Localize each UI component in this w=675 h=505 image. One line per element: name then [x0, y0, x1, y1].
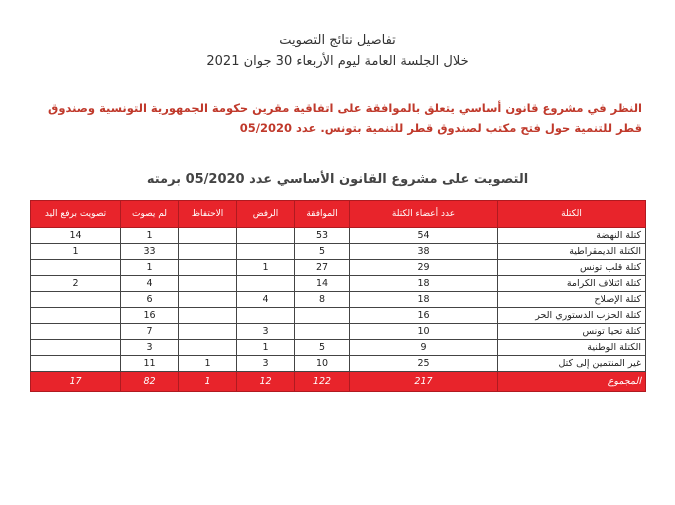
- abstain-cell: [179, 292, 237, 308]
- abstain-cell: [179, 244, 237, 260]
- hand-vote-cell: 2: [31, 276, 121, 292]
- document-heading: تفاصيل نتائج التصويت: [279, 33, 396, 48]
- table-title: التصويت على مشروع القانون الأساسي عدد 05/2020 برمته: [146, 172, 529, 187]
- not-voted-cell: 7: [121, 324, 179, 340]
- members-cell: 25: [350, 356, 498, 372]
- not-voted-cell: 16: [121, 308, 179, 324]
- table-row: [31, 340, 646, 356]
- table-row: [31, 260, 646, 276]
- abstain-cell: [179, 276, 237, 292]
- not-voted-cell: 4: [121, 276, 179, 292]
- total-hand-vote: 17: [31, 372, 121, 392]
- bloc-name: كتلة قلب تونس: [498, 260, 646, 276]
- not-voted-cell: 3: [121, 340, 179, 356]
- members-cell: 9: [350, 340, 498, 356]
- total-not-voted: 82: [121, 372, 179, 392]
- table-row: [31, 244, 646, 260]
- reject-cell: [237, 244, 295, 260]
- col-header-hand-vote: تصويت برفع اليد: [31, 201, 121, 228]
- members-cell: 10: [350, 324, 498, 340]
- col-header-abstain: الاحتفاظ: [179, 201, 237, 228]
- hand-vote-cell: 1: [31, 244, 121, 260]
- reject-cell: [237, 308, 295, 324]
- not-voted-cell: 6: [121, 292, 179, 308]
- bloc-name: كتلة الحزب الدستوري الحر: [498, 308, 646, 324]
- hand-vote-cell: [31, 260, 121, 276]
- reject-cell: [237, 276, 295, 292]
- col-header-not-voted: لم يصوت: [121, 201, 179, 228]
- approve-cell: 14: [295, 276, 350, 292]
- not-voted-cell: 1: [121, 228, 179, 244]
- approve-cell: 8: [295, 292, 350, 308]
- bloc-name: كتلة الإصلاح: [498, 292, 646, 308]
- table-row: [31, 308, 646, 324]
- abstain-cell: [179, 324, 237, 340]
- approve-cell: 53: [295, 228, 350, 244]
- members-cell: 18: [350, 292, 498, 308]
- not-voted-cell: 1: [121, 260, 179, 276]
- abstain-cell: 1: [179, 356, 237, 372]
- col-header-reject: الرفض: [237, 201, 295, 228]
- members-cell: 18: [350, 276, 498, 292]
- approve-cell: [295, 324, 350, 340]
- table-row: [31, 228, 646, 244]
- total-row: [31, 372, 646, 392]
- reject-cell: 4: [237, 292, 295, 308]
- hand-vote-cell: [31, 324, 121, 340]
- members-cell: 29: [350, 260, 498, 276]
- not-voted-cell: 11: [121, 356, 179, 372]
- bloc-name: الكتلة الوطنية: [498, 340, 646, 356]
- total-approve: 122: [295, 372, 350, 392]
- hand-vote-cell: [31, 340, 121, 356]
- hand-vote-cell: [31, 308, 121, 324]
- approve-cell: 10: [295, 356, 350, 372]
- abstain-cell: [179, 340, 237, 356]
- bloc-name: كتلة ائتلاف الكرامة: [498, 276, 646, 292]
- vote-results-table: [30, 200, 646, 392]
- bloc-name: غير المنتمين إلى كتل: [498, 356, 646, 372]
- col-header-members: عدد أعضاء الكتلة: [350, 201, 498, 228]
- bloc-name: كتلة تحيا تونس: [498, 324, 646, 340]
- col-header-bloc: الكتلة: [498, 201, 646, 228]
- approve-cell: 5: [295, 244, 350, 260]
- members-cell: 16: [350, 308, 498, 324]
- table-header-row: [31, 201, 646, 228]
- reject-cell: 1: [237, 340, 295, 356]
- total-reject: 12: [237, 372, 295, 392]
- session-date-heading: خلال الجلسة العامة ليوم الأربعاء 30 جوان 2021: [206, 54, 469, 69]
- total-label: المجموع: [498, 372, 646, 392]
- approve-cell: [295, 308, 350, 324]
- reject-cell: 3: [237, 356, 295, 372]
- approve-cell: 27: [295, 260, 350, 276]
- reject-cell: 3: [237, 324, 295, 340]
- abstain-cell: [179, 308, 237, 324]
- hand-vote-cell: [31, 356, 121, 372]
- abstain-cell: [179, 228, 237, 244]
- hand-vote-cell: [31, 292, 121, 308]
- abstain-cell: [179, 260, 237, 276]
- bloc-name: كتلة النهضة: [498, 228, 646, 244]
- not-voted-cell: 33: [121, 244, 179, 260]
- reject-cell: 1: [237, 260, 295, 276]
- members-cell: 54: [350, 228, 498, 244]
- reject-cell: [237, 228, 295, 244]
- total-abstain: 1: [179, 372, 237, 392]
- table-row: [31, 292, 646, 308]
- bill-description: النظر في مشروع قانون أساسي يتعلق بالموافقة على اتفاقية مقرين حكومة الجمهورية التونسية وصندوق قطر للتنمية حول فتح مكتب لصندوق قطر للتنمية بتونس. عدد 05/2020: [48, 101, 642, 135]
- approve-cell: 5: [295, 340, 350, 356]
- members-cell: 38: [350, 244, 498, 260]
- table-row: [31, 324, 646, 340]
- total-members: 217: [350, 372, 498, 392]
- hand-vote-cell: 14: [31, 228, 121, 244]
- table-row: [31, 276, 646, 292]
- col-header-approve: الموافقة: [295, 201, 350, 228]
- bloc-name: الكتلة الديمقراطية: [498, 244, 646, 260]
- table-row: [31, 356, 646, 372]
